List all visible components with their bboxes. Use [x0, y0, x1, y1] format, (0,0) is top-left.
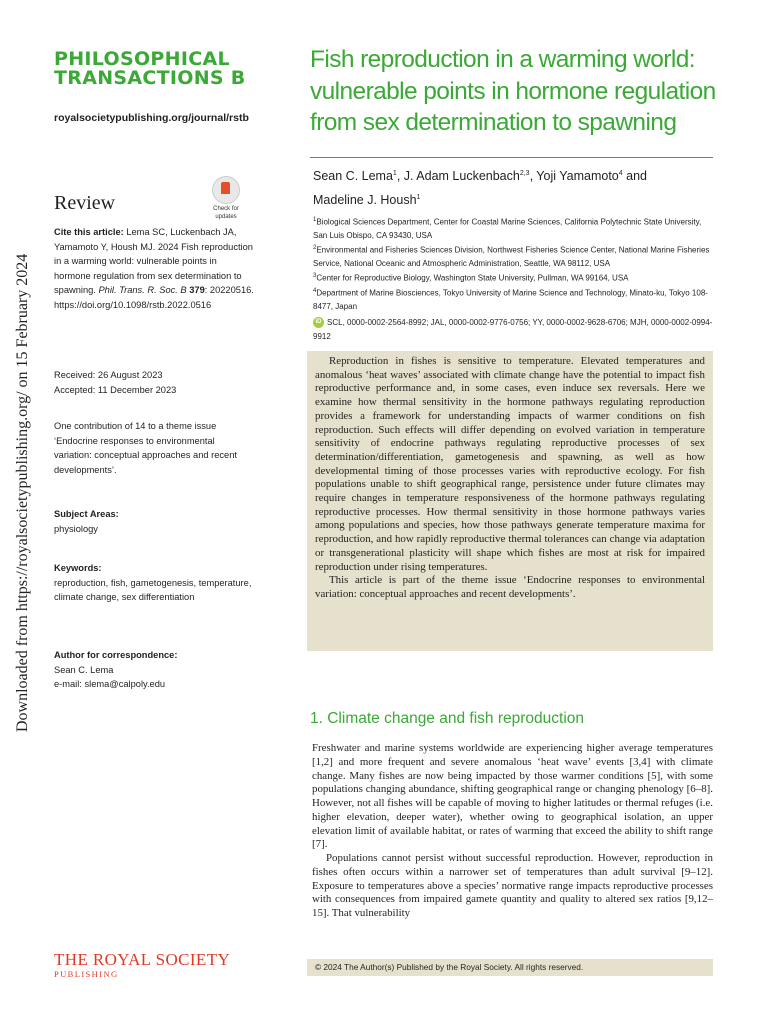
affiliation-item	[313, 270, 716, 285]
citation-volume: 379	[189, 285, 205, 296]
keywords-value: reproduction, fish, gametogenesis, temperature, climate change, sex differentiation	[54, 577, 252, 603]
abstract-box	[307, 351, 713, 651]
article-type-row	[54, 176, 244, 220]
author-affil-sup: 2,3	[519, 170, 530, 177]
author-separator: ,	[529, 169, 537, 184]
theme-note: One contribution of 14 to a theme issue ‘Endocrine responses to environmental variation: conceptual approaches and recent developments’.	[54, 421, 237, 475]
dates-block	[54, 368, 254, 397]
check-updates-line1: Check for	[213, 206, 239, 212]
affiliation-item	[313, 242, 716, 270]
check-updates-icon	[212, 176, 240, 204]
correspondence-email[interactable]: e-mail: slema@calpoly.edu	[54, 679, 166, 690]
journal-name-line2: TRANSACTIONS B	[54, 67, 246, 89]
orcid-list	[313, 316, 713, 343]
correspondence-block	[54, 648, 254, 692]
publisher-sub: PUBLISHING	[54, 969, 119, 979]
download-stamp: Downloaded from https://royalsocietypublishing.org/ on 15 February 2024	[14, 253, 31, 732]
abstract-theme-note: This article is part of the theme issue ‘Endocrine responses to environmental variation: conceptual approaches and recent developments’.	[315, 574, 705, 600]
section-heading: 1. Climate change and fish reproduction	[310, 710, 584, 727]
affiliation-text: Biological Sciences Department, Center for Coastal Marine Sciences, California Polytechnic State University, San Luis Obispo, CA 93430, USA	[313, 217, 702, 240]
body-text	[312, 742, 713, 921]
subject-areas-value: physiology	[54, 523, 98, 534]
keywords-block	[54, 561, 254, 605]
journal-name-line1: PHILOSOPHICAL	[54, 48, 230, 70]
publisher-logo	[54, 950, 264, 979]
abstract-paragraph: Reproduction in fishes is sensitive to temperature. Elevated temperatures and anomalous ‘heat waves’ associated with climate change have the potential to impact fish reproductive performance and, in some cases, even induce sex reversals. Here we examine how thermal sensitivity in the hormone pathways regulating reproduction provides a framework for understanding impacts of warmer conditions on fish reproduction. Such effects will differ depending on evolved variation in temperature sensitivity of endocrine pathways regulating reproductive processes of sex determination/differentiation, gametogenesis and spawning, as well as how developmental timing of those processes varies with reproductive ecology. For fish populations unable to shift geographical range, persistence under future climates may require changes in temperature responsiveness of the hormone pathways regulating reproductive processes. How thermal sensitivity in those hormone pathways varies among populations and species, how those pathways generate temperature maxima for reproduction, and how rapidly reproductive thermal tolerances can change via adaptation or transgenerational plasticity will shape which fishes are most at risk for impaired reproduction under rising temperatures.	[315, 355, 705, 573]
author-separator: ,	[396, 169, 404, 184]
orcid-icon[interactable]: iD	[313, 317, 324, 328]
affiliation-sup: 3	[313, 273, 317, 280]
affiliation-text: Environmental and Fisheries Sciences Division, Northwest Fisheries Science Center, National Marine Fisheries Service, National Oceanic and Atmospheric Administration, Seattle, WA 98112, USA	[313, 245, 710, 268]
journal-url-link[interactable]: royalsocietypublishing.org/journal/rstb	[54, 112, 249, 124]
author-name[interactable]: Sean C. Lema	[313, 169, 393, 184]
affiliation-text: Department of Marine Biosciences, Tokyo University of Marine Science and Technology, Minato-ku, Tokyo 108-8477, Japan	[313, 288, 708, 311]
title-divider	[310, 157, 713, 158]
orcid-text[interactable]: SCL, 0000-0002-2564-8992; JAL, 0000-0002-9776-0756; YY, 0000-0002-9628-6706; MJH, 0000-0002-0994-9912	[313, 318, 713, 341]
author-affil-sup: 1	[416, 194, 421, 202]
affiliation-sup: 1	[313, 217, 317, 223]
subject-areas-label: Subject Areas:	[54, 509, 119, 519]
affiliation-sup: 4	[313, 287, 317, 294]
publisher-name: THE ROYAL SOCIETY	[54, 950, 231, 969]
citation-block	[54, 225, 254, 313]
received-date: Received: 26 August 2023	[54, 370, 163, 380]
author-list	[313, 163, 713, 211]
check-updates-line2: updates	[215, 214, 237, 220]
citation-article-number: : 20220516.	[204, 285, 254, 296]
copyright-bar: © 2024 The Author(s) Published by the Royal Society. All rights reserved.	[307, 959, 713, 976]
article-type-label: Review	[54, 192, 116, 214]
body-paragraph: Populations cannot persist without successful reproduction. However, reproduction in fishes often occurs within a narrower set of temperatures than adult survival [9–12]. Exposure to temperatures above a species’ normative range impacts reproductive processes with consequences from impaired gamete quantity and quality to altered sex ratios [9,12–15]. That vulnerability	[312, 852, 713, 919]
affiliation-sup: 2	[313, 245, 317, 252]
affiliation-list	[313, 214, 716, 313]
author-name[interactable]: J. Adam Luckenbach	[403, 169, 520, 184]
citation-journal: Phil. Trans. R. Soc. B	[98, 285, 187, 296]
correspondence-name: Sean C. Lema	[54, 664, 114, 675]
accepted-date: Accepted: 11 December 2023	[54, 384, 177, 395]
affiliation-item	[313, 285, 716, 313]
subject-areas-block	[54, 507, 254, 536]
body-paragraph: Freshwater and marine systems worldwide are experiencing higher average temperatures [1,2] and more frequent and severe anomalous ‘heat wave’ events [3,4] with climate change. Many fishes are now being impacted by those warmer conditions [5], with some populations changing abundance, shifting geographical range or changing phenology [6–8]. However, not all fishes will be capable of moving to higher latitudes or thermal refuges (i.e. higher elevation, deeper water), whether owing to geographical isolation, an upper elevation limit of available habitat, or rates of warming that exceed the ability to shift range [7].	[312, 742, 713, 851]
author-affil-sup: 1	[392, 170, 397, 177]
author-separator: and	[622, 169, 648, 184]
article-title: Fish reproduction in a warming world: vulnerable points in hormone regulation from sex determination to spawning	[310, 46, 716, 136]
journal-masthead	[54, 50, 264, 124]
affiliation-text: Center for Reproductive Biology, Washington State University, Pullman, WA 99164, USA	[316, 273, 629, 283]
author-name[interactable]: Yoji Yamamoto	[536, 169, 619, 184]
keywords-label: Keywords:	[54, 563, 102, 573]
affiliation-item	[313, 214, 716, 242]
check-for-updates-button[interactable]	[208, 176, 244, 220]
citation-label: Cite this article:	[54, 227, 124, 237]
citation-doi-link[interactable]: https://doi.org/10.1098/rstb.2022.0516	[54, 299, 212, 310]
author-name[interactable]: Madeline J. Housh	[313, 193, 417, 208]
correspondence-label: Author for correspondence:	[54, 650, 178, 660]
citation-text: Lema SC, Luckenbach JA, Yamamoto Y, Housh MJ. 2024 Fish reproduction in a warming world: vulnerable points in hormone regulation from sex determination to spawning.	[54, 227, 253, 296]
author-affil-sup: 4	[618, 170, 623, 177]
